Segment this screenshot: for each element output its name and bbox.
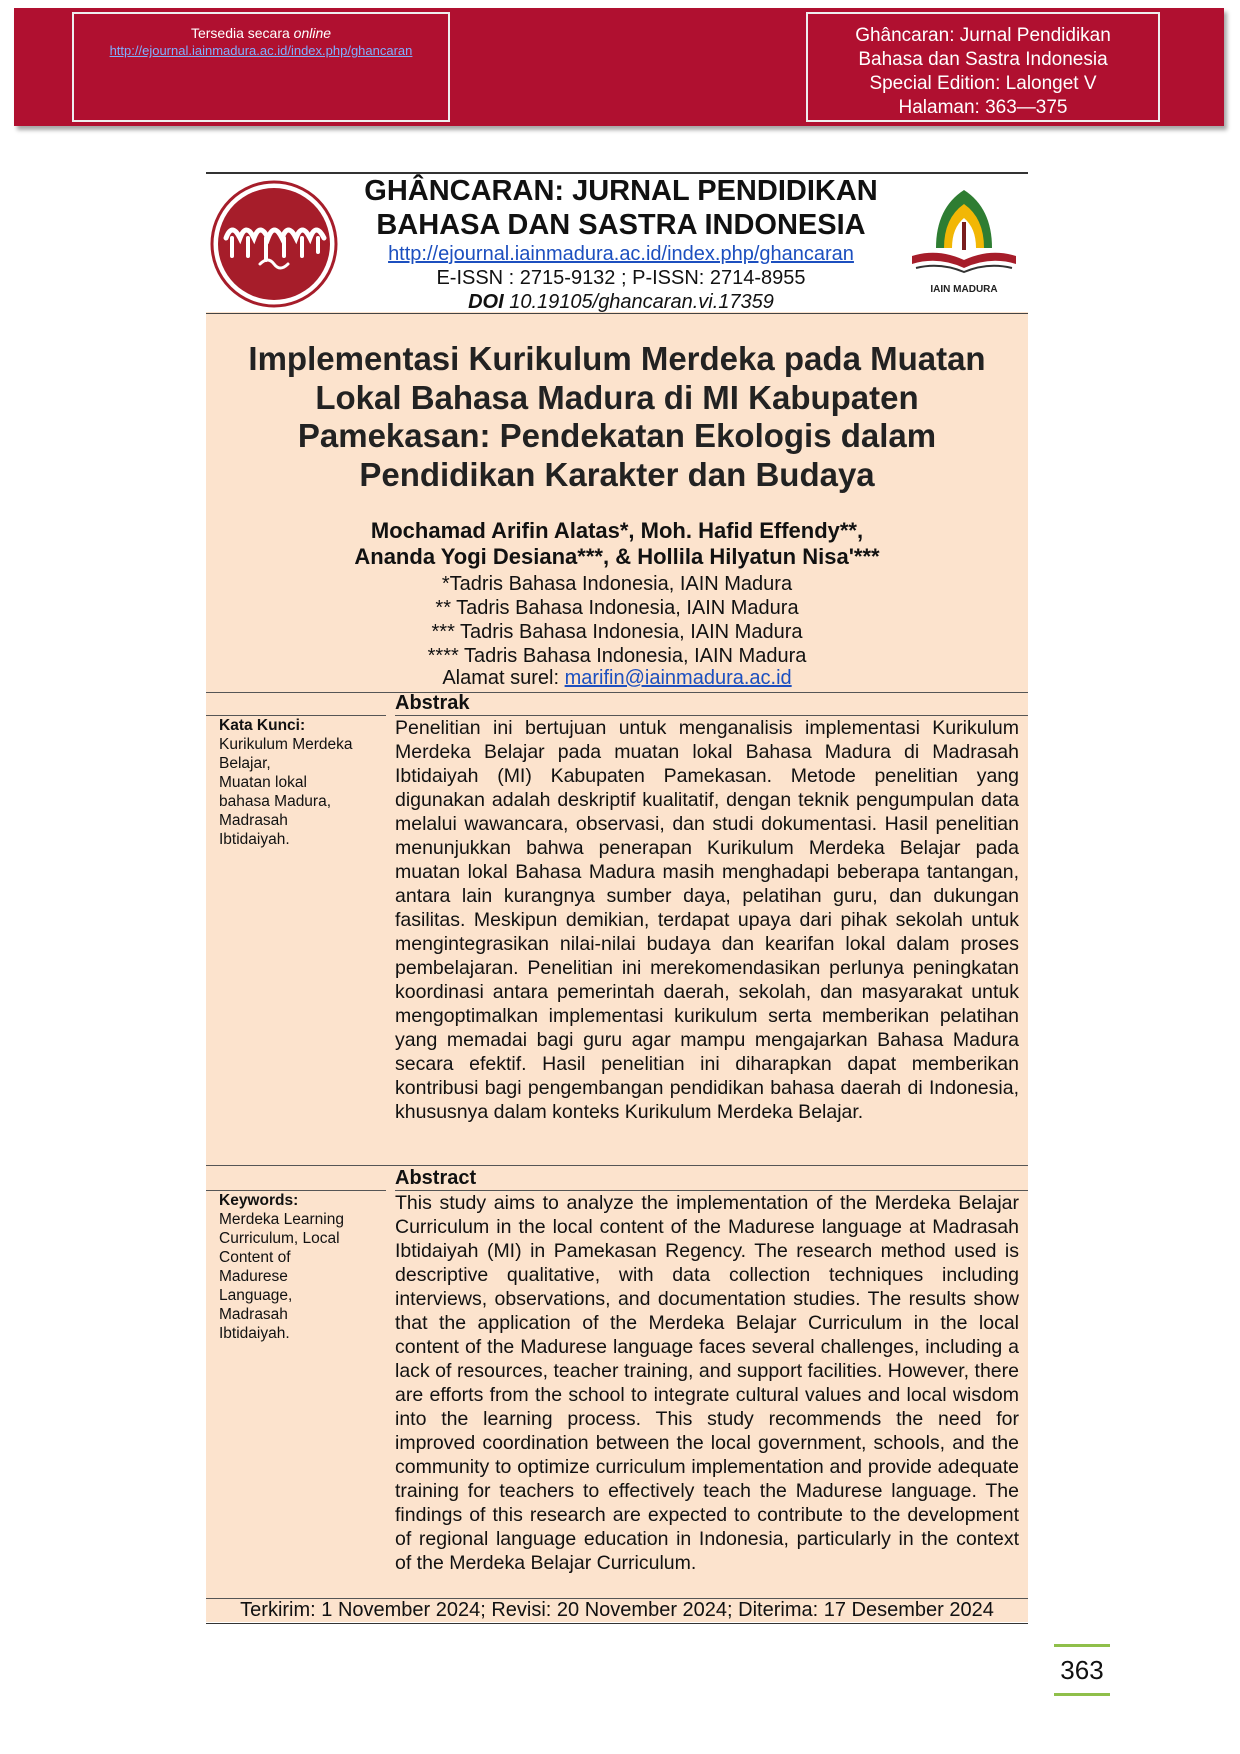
iain-madura-dome-book-icon — [902, 178, 1026, 300]
article-title-line-1: Implementasi Kurikulum Merdeka pada Muatan — [248, 340, 986, 377]
journal-info-line-4: Halaman: 363—375 — [898, 97, 1068, 118]
authors-line-2: Ananda Yogi Desiana***, & Hollila Hilyatun Nisa'*** — [354, 544, 880, 569]
abstract-heading: Abstract — [395, 1167, 477, 1189]
keywords-line: Madrasah — [219, 1306, 288, 1323]
journal-info-box — [806, 12, 1160, 122]
affiliation-1: *Tadris Bahasa Indonesia, IAIN Madura — [441, 573, 793, 595]
header-divider — [206, 313, 1028, 314]
article-title-line-4: Pendidikan Karakter dan Budaya — [359, 455, 875, 493]
kata-kunci-line: Muatan lokal — [219, 774, 307, 791]
online-availability-text — [74, 24, 448, 42]
issn-text: E-ISSN : 2715-9132 ; P-ISSN: 2714-8955 — [436, 267, 806, 289]
abstrak-top-rule — [206, 692, 1028, 693]
card-bottom-rule — [206, 1623, 1028, 1624]
kata-kunci-line: bahasa Madura, — [219, 793, 332, 810]
keywords-line: Ibtidaiyah. — [219, 1325, 290, 1342]
article-title-line-2: Lokal Bahasa Madura di MI Kabupaten — [315, 378, 919, 416]
keywords-line: Madurese — [219, 1268, 288, 1285]
affiliation-4: **** Tadris Bahasa Indonesia, IAIN Madura — [427, 645, 807, 667]
affiliation-2: ** Tadris Bahasa Indonesia, IAIN Madura — [435, 597, 799, 619]
page-number-top-rule — [1054, 1644, 1110, 1647]
page-number: 363 — [1060, 1655, 1104, 1685]
journal-title — [340, 174, 902, 242]
author-list — [226, 518, 1008, 570]
online-prefix: Tersedia secara — [190, 25, 294, 41]
keywords-line: Language, — [219, 1287, 293, 1304]
email-line — [226, 666, 1008, 690]
affiliation-3: *** Tadris Bahasa Indonesia, IAIN Madura — [431, 621, 803, 643]
kata-kunci-line: Madrasah — [219, 812, 288, 829]
journal-title-line-1: GHÂNCARAN: JURNAL PENDIDIKAN — [364, 175, 878, 207]
journal-info-line-3: Special Edition: Lalonget V — [869, 73, 1097, 94]
journal-url-banner-link[interactable]: http://ejournal.iainmadura.ac.id/index.php/ghancaran — [109, 43, 413, 58]
kata-kunci-block — [219, 716, 369, 849]
online-italic: online — [293, 25, 332, 41]
abstrak-text: Penelitian ini bertujuan untuk menganalisis implementasi Kurikulum Merdeka Belajar pada muatan lokal Bahasa Madura di Madrasah Ibtidaiyah (MI) Kabupaten Pamekasan. Metode penelitian yang digunakan adalah deskriptif kualitatif, dengan teknik pengumpulan data melalui wawancara, observasi, dan studi dokumentasi. Hasil penelitian menunjukkan bahwa penerapan Kurikulum Merdeka Belajar pada muatan lokal Bahasa Madura masih menghadapi beberapa tantangan, antara lain kurangnya sumber daya, pelatihan guru, dan dukungan fasilitas. Meskipun demikian, terdapat upaya dari pihak sekolah untuk mengintegrasikan nilai-nilai budaya dan kearifan lokal dalam proses pembelajaran. Penelitian ini merekomendasikan perlunya peningkatan koordinasi antara pemerintah daerah, sekolah, dan masyarakat untuk mengoptimalkan implementasi kurikulum serta memberikan pelatihan yang memadai bagi guru agar mampu mengajarkan Bahasa Madura secara efektif. Hasil penelitian ini diharapkan dapat memberikan kontribusi bagi pengembangan pendidikan bahasa daerah di Indonesia, khususnya dalam konteks Kurikulum Merdeka Belajar. — [395, 717, 1019, 1123]
ghancaran-script-seal-icon — [208, 178, 340, 310]
abstrak-heading: Abstrak — [395, 692, 470, 714]
keywords-block — [219, 1191, 369, 1343]
journal-banner — [14, 8, 1224, 126]
kata-kunci-heading: Kata Kunci: — [219, 717, 306, 734]
email-label: Alamat surel: — [442, 667, 565, 689]
journal-url-link[interactable]: http://ejournal.iainmadura.ac.id/index.php/ghancaran — [388, 243, 854, 265]
kata-kunci-line: Kurikulum Merdeka — [219, 736, 353, 753]
article-title-line-3: Pamekasan: Pendekatan Ekologis dalam — [297, 417, 937, 454]
doi-value: 10.19105/ghancaran.vi.17359 — [503, 291, 774, 313]
kata-kunci-line: Ibtidaiyah. — [219, 831, 290, 848]
page-number-bottom-rule — [1054, 1693, 1110, 1696]
affiliations — [226, 572, 1008, 668]
doi-text — [340, 290, 902, 314]
iain-madura-logo-text: IAIN MADURA — [930, 284, 998, 295]
abstract-text: This study aims to analyze the implementation of the Merdeka Belajar Curriculum in the local content of the Madurese language at Madrasah Ibtidaiyah (MI) in Pamekasan Regency. The research method used is descriptive qualitative, with data collection techniques including interviews, observations, and documentation studies. The results show that the application of the Merdeka Belajar Curriculum in the local content of the Madurese language faces several challenges, including a lack of resources, teacher training, and support facilities. However, there are efforts from the school to integrate cultural values and local wisdom into the learning process. This study recommends the need for improved coordination between the local government, schools, and the community to optimize curriculum implementation and provide adequate training for teachers to effectively teach the Madurese language. The findings of this research are expected to contribute to the development of regional language education in Indonesia, particularly in the context of the Merdeka Belajar Curriculum. — [395, 1192, 1019, 1574]
email-link[interactable]: marifin@iainmadura.ac.id — [564, 667, 792, 689]
submission-dates: Terkirim: 1 November 2024; Revisi: 20 November 2024; Diterima: 17 Desember 2024 — [240, 1599, 994, 1621]
keywords-heading: Keywords: — [219, 1192, 299, 1209]
doi-label: DOI — [468, 291, 504, 313]
abstract-top-rule — [206, 1165, 1028, 1166]
journal-title-line-2: BAHASA DAN SASTRA INDONESIA — [376, 209, 866, 241]
keywords-line: Curriculum, Local — [219, 1230, 340, 1247]
online-availability-box — [72, 12, 450, 122]
journal-info-line-1: Ghâncaran: Jurnal Pendidikan — [855, 25, 1111, 46]
kata-kunci-line: Belajar, — [219, 755, 271, 772]
article-title — [226, 340, 1008, 494]
keywords-line: Content of — [219, 1249, 291, 1266]
keywords-line: Merdeka Learning — [219, 1211, 344, 1228]
authors-line-1: Mochamad Arifin Alatas*, Moh. Hafid Effendy**, — [370, 518, 864, 543]
journal-info-line-2: Bahasa dan Sastra Indonesia — [858, 49, 1108, 70]
